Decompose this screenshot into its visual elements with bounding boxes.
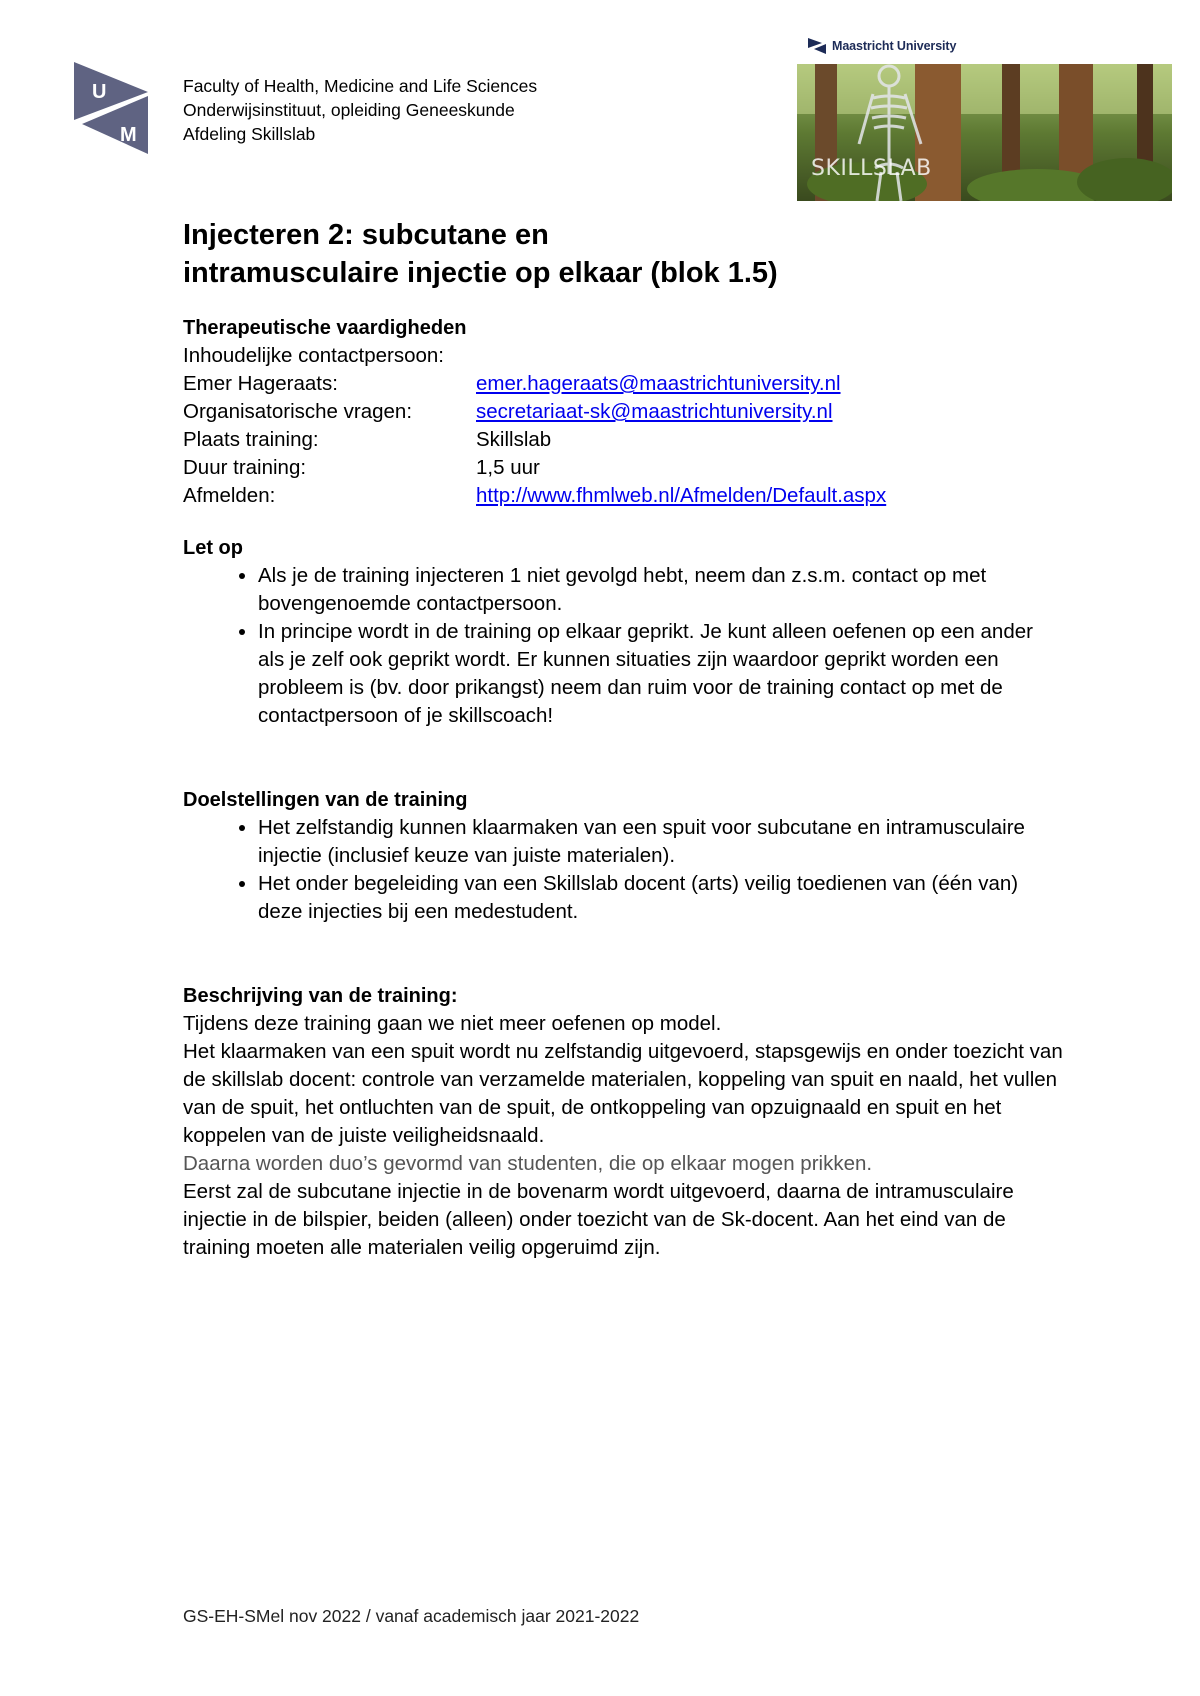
info-label: Afmelden: <box>183 484 276 507</box>
beschrijving-section <box>183 982 1063 1262</box>
title-line: intramusculaire injectie op elkaar (blok 1.5) <box>183 257 778 289</box>
banner-label: SKILLSLAB <box>811 156 932 181</box>
info-row <box>183 482 1063 510</box>
doelstellingen-section <box>183 786 1063 926</box>
info-section <box>183 314 1063 510</box>
email-link-hageraats[interactable]: emer.hageraats@maastrichtuniversity.nl <box>476 372 841 395</box>
faculty-line: Onderwijsinstituut, opleiding Geneeskunde <box>183 100 515 120</box>
info-row <box>183 426 1063 454</box>
contact-intro: Inhoudelijke contactpersoon: <box>183 344 444 367</box>
footer-text: GS-EH-SMel nov 2022 / vanaf academisch jaar 2021-2022 <box>183 1606 640 1626</box>
info-row <box>183 398 1063 426</box>
info-heading: Therapeutische vaardigheden <box>183 317 467 339</box>
info-label: Emer Hageraats: <box>183 372 338 395</box>
info-label: Organisatorische vragen: <box>183 400 413 423</box>
paragraph: Daarna worden duo’s gevormd van studenten, die op elkaar mogen prikken. <box>183 1152 873 1175</box>
paragraph: Eerst zal de subcutane injectie in de bovenarm wordt uitgevoerd, daarna de intramusculaire injectie in de bilspier, beiden (alleen) onder toezicht van de Sk-docent. Aan het eind van de training moeten alle materialen veilig opgeruimd zijn. <box>183 1180 1014 1259</box>
paragraph: Tijdens deze training gaan we niet meer oefenen op model. <box>183 1012 722 1035</box>
brand-name: Maastricht University <box>832 39 957 53</box>
skillslab-banner-image <box>797 64 1172 201</box>
let-op-heading: Let op <box>183 537 243 559</box>
list-item: • In principe wordt in de training op elkaar geprikt. Je kunt alleen oefenen op een ander als je zelf ook geprikt wordt. Er kunnen situaties zijn waardoor geprikt worden een probleem is (bv. door prikangst) neem dan ruim voor de training contact op met de contactpersoon of je skillscoach! <box>258 618 1063 730</box>
list-item: • Als je de training injecteren 1 niet gevolgd hebt, neem dan z.s.m. contact op met bovengenoemde contactpersoon. <box>258 562 1063 618</box>
paragraph: Het klaarmaken van een spuit wordt nu zelfstandig uitgevoerd, stapsgewijs en onder toezicht van de skillslab docent: controle van verzamelde materialen, koppeling van spuit en naald, het vullen van de spuit, het ontluchten van de spuit, de ontkoppeling van opzuignaald en spuit en het koppelen van de juiste veiligheidsnaald. <box>183 1040 1063 1147</box>
mu-logo-icon <box>808 38 826 54</box>
info-value: Skillslab <box>476 428 552 451</box>
maastricht-university-brand <box>808 36 956 56</box>
let-op-list <box>183 562 1063 730</box>
logo-letter-u: U <box>92 81 107 103</box>
info-value: 1,5 uur <box>476 456 540 479</box>
beschrijving-heading: Beschrijving van de training: <box>183 985 458 1007</box>
faculty-block <box>183 74 537 146</box>
faculty-line: Afdeling Skillslab <box>183 124 316 144</box>
list-item: • Het zelfstandig kunnen klaarmaken van een spuit voor subcutane en intramusculaire injectie (inclusief keuze van juiste materialen). <box>258 814 1063 870</box>
info-row <box>183 454 1063 482</box>
logo-letter-m: M <box>120 124 137 146</box>
email-link-secretariaat[interactable]: secretariaat-sk@maastrichtuniversity.nl <box>476 400 833 423</box>
let-op-section <box>183 534 1063 730</box>
list-item: • Het onder begeleiding van een Skillslab docent (arts) veilig toedienen van (één van) deze injecties bij een medestudent. <box>258 870 1063 926</box>
info-label: Duur training: <box>183 456 307 479</box>
doelstellingen-heading: Doelstellingen van de training <box>183 789 468 811</box>
info-table <box>183 370 1063 510</box>
info-row <box>183 370 1063 398</box>
document-body <box>183 216 1063 1262</box>
afmelden-link[interactable]: http://www.fhmlweb.nl/Afmelden/Default.aspx <box>476 484 887 507</box>
um-logo <box>74 62 148 154</box>
info-label: Plaats training: <box>183 428 319 451</box>
doelstellingen-list <box>183 814 1063 926</box>
title-line: Injecteren 2: subcutane en <box>183 219 549 251</box>
page-title <box>183 216 1063 292</box>
faculty-line: Faculty of Health, Medicine and Life Sciences <box>183 76 538 96</box>
